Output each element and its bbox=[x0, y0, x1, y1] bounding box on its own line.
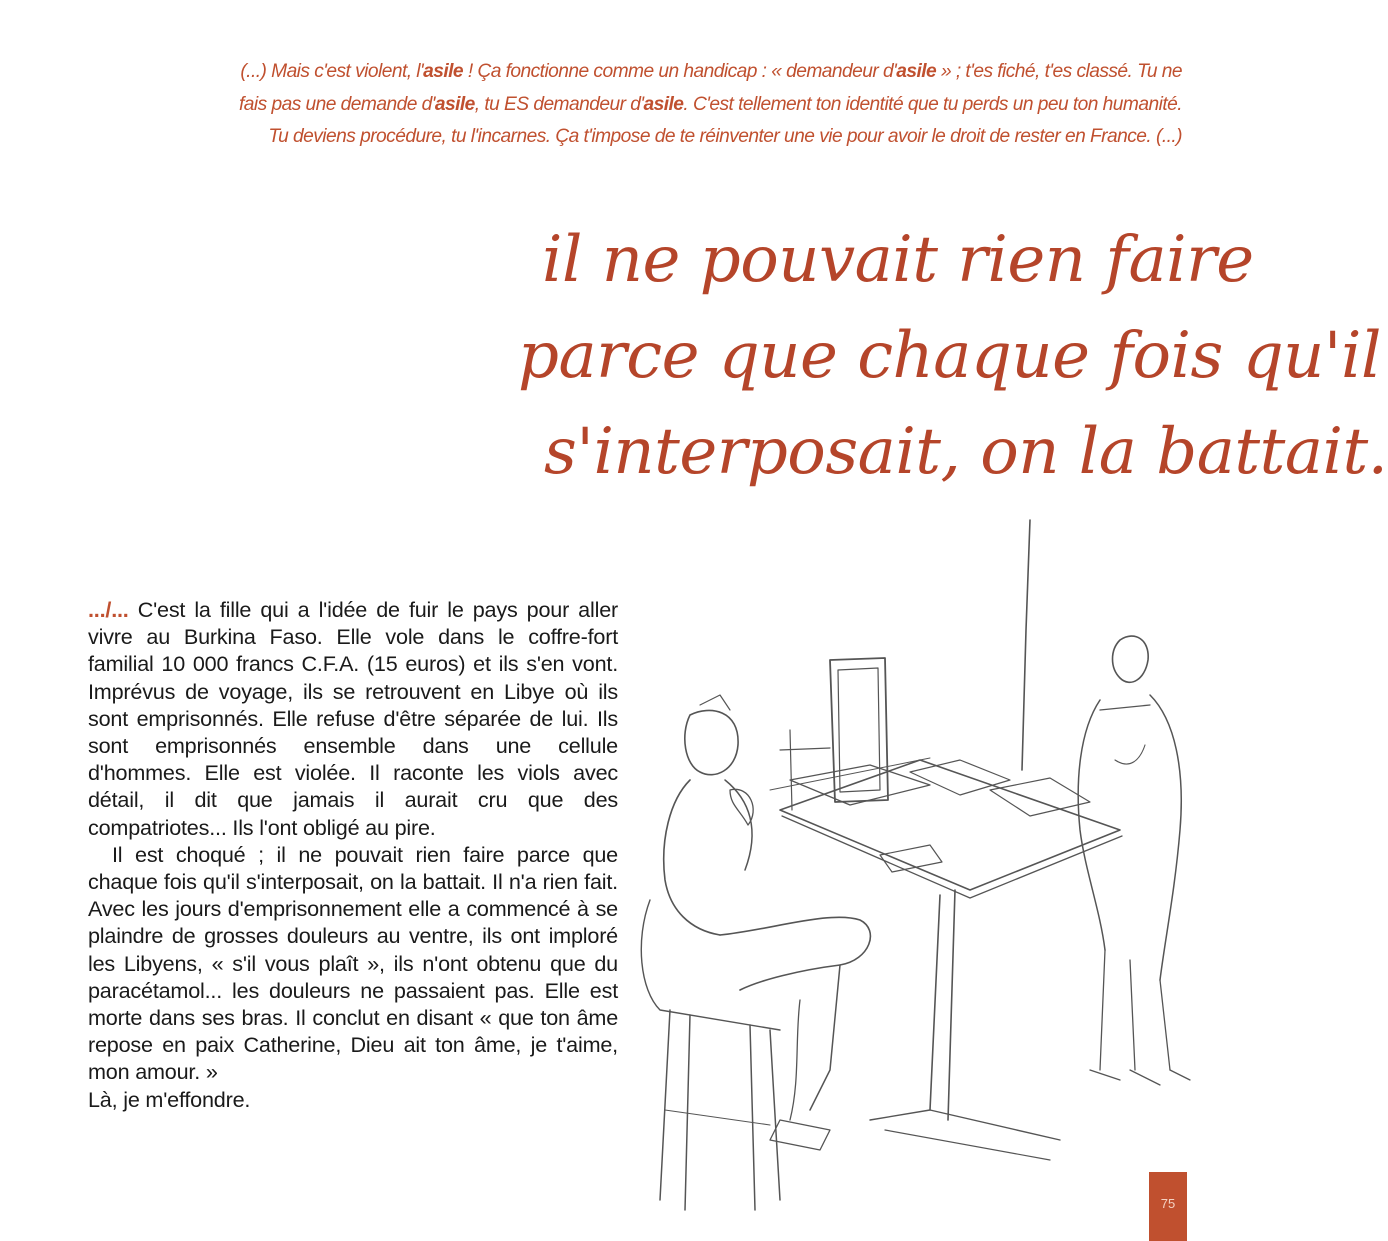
quote-line-1 bbox=[60, 56, 1182, 89]
quote-text: » ; t'es fiché, t'es classé. Tu ne bbox=[936, 61, 1182, 82]
body-paragraph-1 bbox=[88, 596, 618, 841]
handwritten-line-3: s'interposait, on la battait. bbox=[544, 415, 1388, 489]
quote-text: fais pas une demande d' bbox=[239, 93, 435, 115]
quote-emphasis: asile bbox=[434, 93, 475, 115]
page-number: 75 bbox=[1149, 1172, 1187, 1241]
quote-emphasis: asile bbox=[643, 93, 684, 115]
paragraph-text: C'est la fille qui a l'idée de fuir le pays pour aller vivre au Burkina Faso. Elle vole dans le coffre-fort familial 10 000 francs C.F.A. (15 euros) et ils s'en vont. Imprévus de voyage, ils se retrouvent en Libye où ils sont emprisonnés. Elle refuse d'être séparée de lui. Ils sont emprisonnés ensemble dans une cellule d'hommes. Elle est violée. Il raconte les viols avec détail, il dit que jamais il aurait cru que des compatriotes... Ils l'ont obligé au pire. bbox=[88, 597, 618, 840]
body-text bbox=[88, 596, 618, 1113]
handwritten-line-1: il ne pouvait rien faire bbox=[542, 223, 1254, 297]
body-paragraph-2: Il est choqué ; il ne pouvait rien faire parce que chaque fois qu'il s'interposait, on la battait. Il n'a rien fait. Avec les jours d'emprisonnement elle a commencé à se plaindre de grosses douleurs au ventre, ils ont imploré les Libyens, « s'il vous plaît », ils n'ont obtenu que du paracétamol... les douleurs ne passaient pas. Elle est morte dans ses bras. Il conclut en disant « que ton âme repose en paix Catherine, Dieu ait ton âme, je t'aime, mon amour. » bbox=[88, 841, 618, 1085]
body-paragraph-3: Là, je m'effondre. bbox=[88, 1086, 251, 1112]
quote-line-2 bbox=[60, 89, 1182, 122]
handwritten-pull-quote bbox=[500, 212, 1388, 500]
continuation-marker: .../... bbox=[88, 597, 129, 622]
quote-text: . C'est tellement ton identité que tu perds un peu ton humanité. bbox=[683, 93, 1182, 115]
quote-text: , tu ES demandeur d' bbox=[474, 93, 644, 115]
handwritten-line-2: parce que chaque fois qu'il bbox=[518, 319, 1381, 393]
quote-emphasis: asile bbox=[423, 61, 464, 82]
quote-text: (...) Mais c'est violent, l' bbox=[240, 61, 424, 82]
quote-text: ! Ça fonctionne comme un handicap : « demandeur d' bbox=[463, 61, 897, 82]
intro-quote bbox=[60, 56, 1182, 154]
pencil-sketch-illustration bbox=[630, 510, 1210, 1210]
quote-emphasis: asile bbox=[896, 61, 937, 82]
quote-line-3: Tu deviens procédure, tu l'incarnes. Ça t'impose de te réinventer une vie pour avoir le droit de rester en France. (...) bbox=[268, 126, 1182, 147]
